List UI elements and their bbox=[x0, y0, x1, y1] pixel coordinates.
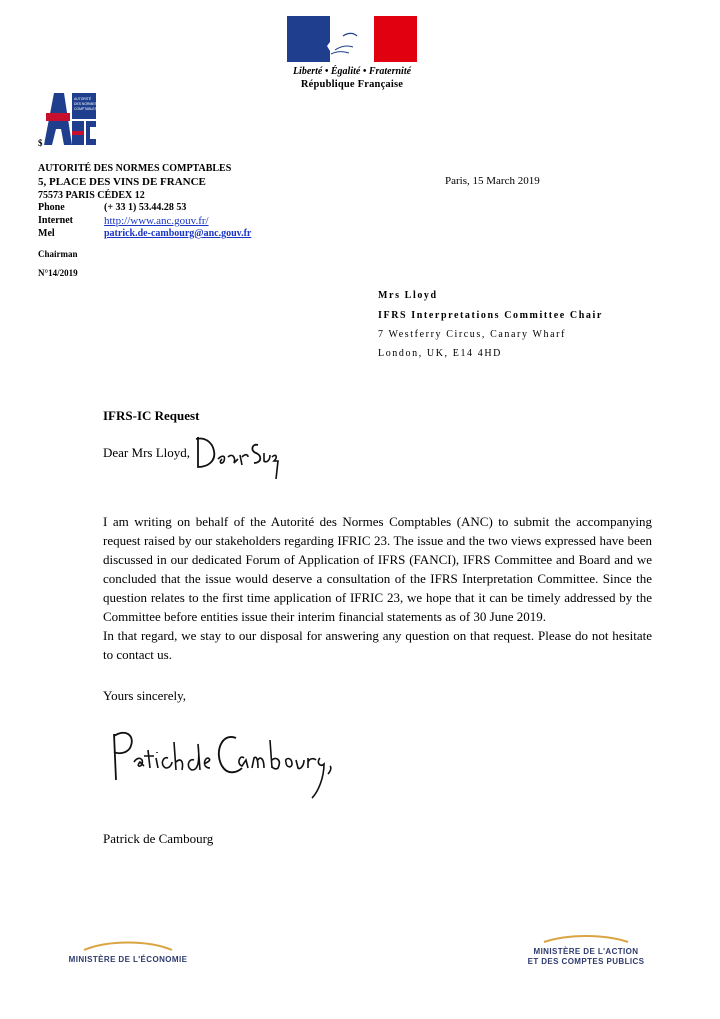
svg-text:DES NORMES: DES NORMES bbox=[74, 102, 97, 106]
ministry-economy-logo bbox=[58, 938, 198, 965]
republic-name: République Française bbox=[300, 79, 404, 90]
republique-francaise-logo bbox=[287, 16, 417, 90]
ministry-arc-icon bbox=[58, 938, 198, 952]
recipient-city: London, UK, E14 4HD bbox=[378, 348, 503, 359]
body-paragraph-1: I am writing on behalf of the Autorité des Normes Comptables (ANC) to submit the accompanying request raised by our stakeholders regarding IFRIC 23. The issue and the two views expressed have been discussed in our dedicated Forum of Application of IFRS (FANCI), IFRS Committee and Board and we concluded that the issue would deserve a consultation of the IFRS Interpretation Committee. Since the question relates to the first time application of IFRIC 23, we hope that it can be timely addressed by the Committee before entities issue their interim financial statements as of 30 June 2019. bbox=[103, 514, 652, 624]
ministry-public-action-logo bbox=[520, 932, 652, 967]
phone-label: Phone bbox=[38, 202, 65, 213]
svg-text:AUTORITÉ: AUTORITÉ bbox=[74, 97, 92, 101]
email-link[interactable]: patrick.de-cambourg@anc.gouv.fr bbox=[104, 228, 252, 239]
republic-motto: Liberté • Égalité • Fraternité bbox=[292, 66, 412, 77]
sender-address-line1: 5, PLACE DES VINS DE FRANCE bbox=[38, 176, 206, 188]
recipient-name: Mrs Lloyd bbox=[378, 290, 438, 301]
internet-label: Internet bbox=[38, 215, 73, 226]
handwritten-signature bbox=[108, 722, 338, 807]
ministry-action-line2: ET DES COMPTES PUBLICS bbox=[527, 957, 645, 966]
ministry-arc-icon bbox=[520, 932, 652, 944]
svg-text:COMPTABLES: COMPTABLES bbox=[74, 107, 97, 111]
letter-reference: N°14/2019 bbox=[38, 268, 78, 278]
sender-organization: AUTORITÉ DES NORMES COMPTABLES bbox=[38, 163, 232, 174]
sender-address-line2: 75573 PARIS CÉDEX 12 bbox=[38, 190, 145, 201]
phone-number: (+ 33 1) 53.44.28 53 bbox=[104, 202, 187, 213]
marker-symbol: $ bbox=[38, 138, 43, 148]
body-paragraph-2: In that regard, we stay to our disposal for answering any question on that request. Please do not hesitate to contact us. bbox=[103, 628, 652, 662]
anc-logo bbox=[42, 91, 98, 147]
letter-date: Paris, 15 March 2019 bbox=[445, 175, 540, 187]
letter-closing: Yours sincerely, bbox=[103, 688, 187, 703]
recipient-street: 7 Westferry Circus, Canary Wharf bbox=[378, 329, 567, 340]
website-link[interactable]: http://www.anc.gouv.fr/ bbox=[104, 215, 209, 227]
signer-name: Patrick de Cambourg bbox=[103, 831, 214, 846]
letter-salutation: Dear Mrs Lloyd, bbox=[103, 445, 191, 460]
handwritten-greeting bbox=[192, 427, 282, 487]
ministry-economy-name: MINISTÈRE DE L'ÉCONOMIE bbox=[68, 955, 188, 964]
letter-subject: IFRS-IC Request bbox=[103, 408, 200, 423]
ministry-action-line1: MINISTÈRE DE L'ACTION bbox=[533, 947, 639, 956]
email-label: Mel bbox=[38, 228, 55, 239]
sender-role: Chairman bbox=[38, 249, 78, 259]
recipient-title: IFRS Interpretations Committee Chair bbox=[378, 310, 603, 321]
marianne-flag-icon bbox=[287, 16, 417, 62]
